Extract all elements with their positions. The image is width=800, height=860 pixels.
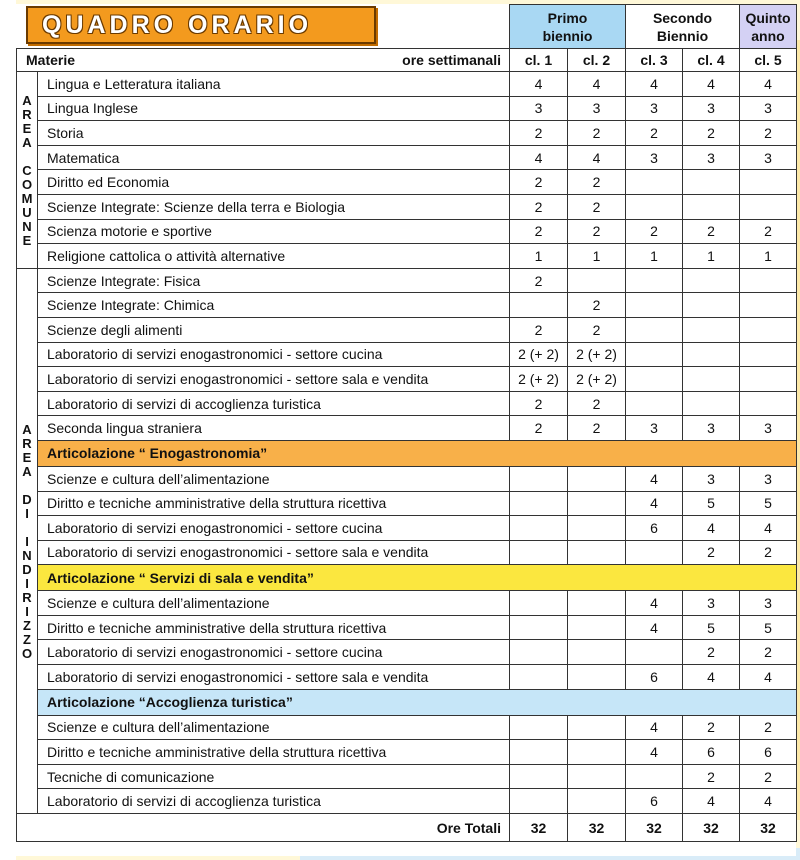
hours-cell-cl3: 6 xyxy=(626,516,683,541)
schedule-sheet xyxy=(16,4,796,856)
subject-row xyxy=(17,715,797,740)
hours-cell-cl3 xyxy=(626,317,683,342)
area-comune-label-text: AREA COMUNE xyxy=(19,92,35,247)
subject-row xyxy=(17,615,797,640)
class-header-2: cl. 2 xyxy=(568,49,626,72)
hours-cell-cl4: 2 xyxy=(683,715,740,740)
subject-row xyxy=(17,764,797,789)
hours-cell-cl3 xyxy=(626,342,683,367)
hours-cell-cl2 xyxy=(568,466,626,491)
area-indirizzo-label xyxy=(17,268,38,813)
total-cell-cl2: 32 xyxy=(568,814,626,842)
area-comune-label xyxy=(17,72,38,269)
hours-cell-cl5: 1 xyxy=(740,244,797,269)
hours-cell-cl4: 2 xyxy=(683,121,740,146)
hours-cell-cl2: 2 xyxy=(568,391,626,416)
hours-cell-cl3: 4 xyxy=(626,466,683,491)
hours-cell-cl4: 2 xyxy=(683,540,740,565)
hours-cell-cl5: 2 xyxy=(740,640,797,665)
hours-cell-cl1: 2 xyxy=(510,391,568,416)
hours-cell-cl3 xyxy=(626,540,683,565)
articolazione-header-row xyxy=(17,440,797,466)
hours-cell-cl3: 3 xyxy=(626,145,683,170)
subject-name: Religione cattolica o attività alternative xyxy=(38,244,510,269)
area-indirizzo-label-text: AREA DI INDIRIZZO xyxy=(19,421,35,660)
hours-cell-cl5: 2 xyxy=(740,121,797,146)
hours-cell-cl1: 2 xyxy=(510,219,568,244)
hours-cell-cl1 xyxy=(510,640,568,665)
hours-cell-cl3: 4 xyxy=(626,591,683,616)
hours-cell-cl5: 2 xyxy=(740,764,797,789)
hours-cell-cl5: 3 xyxy=(740,145,797,170)
hours-cell-cl2 xyxy=(568,516,626,541)
hours-cell-cl2 xyxy=(568,665,626,690)
class-header-4: cl. 4 xyxy=(683,49,740,72)
subject-name: Diritto e tecniche amministrative della struttura ricettiva xyxy=(38,615,510,640)
hours-cell-cl5: 3 xyxy=(740,96,797,121)
subject-row xyxy=(17,789,797,814)
hours-cell-cl3 xyxy=(626,367,683,392)
hours-cell-cl1 xyxy=(510,764,568,789)
subject-row xyxy=(17,145,797,170)
hours-cell-cl4: 4 xyxy=(683,72,740,97)
subject-row xyxy=(17,665,797,690)
hours-cell-cl2 xyxy=(568,764,626,789)
subject-row xyxy=(17,219,797,244)
subject-row xyxy=(17,72,797,97)
hours-cell-cl4: 3 xyxy=(683,466,740,491)
hours-cell-cl3 xyxy=(626,293,683,318)
hours-cell-cl3: 6 xyxy=(626,665,683,690)
class-header-5: cl. 5 xyxy=(740,49,797,72)
hours-cell-cl3: 2 xyxy=(626,121,683,146)
total-cell-cl5: 32 xyxy=(740,814,797,842)
subject-name: Laboratorio di servizi enogastronomici - settore sala e vendita xyxy=(38,367,510,392)
header-row-columns xyxy=(17,49,797,72)
hours-cell-cl2: 2 xyxy=(568,194,626,219)
subject-row xyxy=(17,516,797,541)
hours-cell-cl4: 3 xyxy=(683,416,740,441)
subject-row xyxy=(17,244,797,269)
hours-cell-cl5 xyxy=(740,268,797,293)
hours-cell-cl1 xyxy=(510,491,568,516)
hours-cell-cl4: 4 xyxy=(683,789,740,814)
hours-cell-cl3: 4 xyxy=(626,491,683,516)
subject-name: Scienze e cultura dell’alimentazione xyxy=(38,591,510,616)
hours-cell-cl3 xyxy=(626,640,683,665)
subject-name: Scienze Integrate: Scienze della terra e Biologia xyxy=(38,194,510,219)
articolazione-title: Articolazione “Accoglienza turistica” xyxy=(38,689,797,715)
hours-cell-cl2 xyxy=(568,591,626,616)
hours-cell-cl2: 4 xyxy=(568,72,626,97)
subject-row xyxy=(17,416,797,441)
hours-cell-cl5: 4 xyxy=(740,789,797,814)
subject-name: Storia xyxy=(38,121,510,146)
hours-cell-cl3 xyxy=(626,764,683,789)
hours-cell-cl4: 4 xyxy=(683,665,740,690)
subject-name: Scienze degli alimenti xyxy=(38,317,510,342)
hours-cell-cl1 xyxy=(510,615,568,640)
subject-name: Laboratorio di servizi di accoglienza turistica xyxy=(38,789,510,814)
hours-cell-cl5: 2 xyxy=(740,540,797,565)
subject-name: Lingua Inglese xyxy=(38,96,510,121)
column-header-materie: Materie xyxy=(26,52,76,68)
hours-cell-cl1: 1 xyxy=(510,244,568,269)
hours-cell-cl4: 2 xyxy=(683,640,740,665)
hours-cell-cl3: 4 xyxy=(626,72,683,97)
hours-cell-cl2 xyxy=(568,491,626,516)
subject-row xyxy=(17,170,797,195)
hours-cell-cl5: 4 xyxy=(740,72,797,97)
class-header-1: cl. 1 xyxy=(510,49,568,72)
subject-row xyxy=(17,268,797,293)
subject-name: Laboratorio di servizi enogastronomici - settore cucina xyxy=(38,640,510,665)
hours-cell-cl1: 2 (+ 2) xyxy=(510,342,568,367)
hours-cell-cl3: 4 xyxy=(626,615,683,640)
hours-cell-cl5: 2 xyxy=(740,219,797,244)
hours-cell-cl5: 3 xyxy=(740,466,797,491)
hours-cell-cl5 xyxy=(740,342,797,367)
hours-cell-cl2 xyxy=(568,789,626,814)
hours-cell-cl4: 1 xyxy=(683,244,740,269)
hours-cell-cl2: 2 xyxy=(568,121,626,146)
hours-cell-cl5: 3 xyxy=(740,416,797,441)
column-header-ore: ore settimanali xyxy=(402,52,501,68)
hours-cell-cl2: 2 (+ 2) xyxy=(568,342,626,367)
hours-cell-cl3 xyxy=(626,170,683,195)
hours-cell-cl5: 4 xyxy=(740,516,797,541)
subject-name: Scienze e cultura dell’alimentazione xyxy=(38,715,510,740)
hours-cell-cl3: 4 xyxy=(626,715,683,740)
hours-table xyxy=(16,4,797,842)
subject-name: Tecniche di comunicazione xyxy=(38,764,510,789)
subject-name: Scienze e cultura dell’alimentazione xyxy=(38,466,510,491)
subject-name: Laboratorio di servizi di accoglienza turistica xyxy=(38,391,510,416)
hours-cell-cl2 xyxy=(568,540,626,565)
subject-name: Diritto e tecniche amministrative della struttura ricettiva xyxy=(38,740,510,765)
subject-row xyxy=(17,317,797,342)
hours-cell-cl2 xyxy=(568,268,626,293)
subject-name: Laboratorio di servizi enogastronomici - settore cucina xyxy=(38,516,510,541)
hours-cell-cl1 xyxy=(510,466,568,491)
page-title: QUADRO ORARIO xyxy=(26,6,376,44)
hours-cell-cl5: 5 xyxy=(740,615,797,640)
hours-cell-cl1 xyxy=(510,293,568,318)
subject-name: Diritto ed Economia xyxy=(38,170,510,195)
hours-cell-cl1 xyxy=(510,715,568,740)
subject-row xyxy=(17,293,797,318)
subject-name: Diritto e tecniche amministrative della struttura ricettiva xyxy=(38,491,510,516)
hours-cell-cl4 xyxy=(683,268,740,293)
hours-cell-cl4 xyxy=(683,170,740,195)
subject-row xyxy=(17,194,797,219)
subject-name: Scienze Integrate: Chimica xyxy=(38,293,510,318)
hours-cell-cl4: 4 xyxy=(683,516,740,541)
totals-row xyxy=(17,814,797,842)
hours-cell-cl5 xyxy=(740,194,797,219)
hours-cell-cl5 xyxy=(740,367,797,392)
hours-cell-cl3 xyxy=(626,194,683,219)
hours-cell-cl4: 3 xyxy=(683,96,740,121)
hours-cell-cl1: 2 (+ 2) xyxy=(510,367,568,392)
subject-name: Scienza motorie e sportive xyxy=(38,219,510,244)
articolazione-header-row xyxy=(17,689,797,715)
hours-cell-cl4: 5 xyxy=(683,491,740,516)
hours-cell-cl5: 3 xyxy=(740,591,797,616)
hours-cell-cl3: 1 xyxy=(626,244,683,269)
hours-cell-cl1: 4 xyxy=(510,72,568,97)
hours-cell-cl5 xyxy=(740,293,797,318)
hours-cell-cl1: 3 xyxy=(510,96,568,121)
hours-cell-cl4: 5 xyxy=(683,615,740,640)
hours-cell-cl5: 4 xyxy=(740,665,797,690)
hours-cell-cl1: 4 xyxy=(510,145,568,170)
subject-row xyxy=(17,491,797,516)
hours-cell-cl2: 2 xyxy=(568,317,626,342)
hours-cell-cl1 xyxy=(510,540,568,565)
header-primo-biennio: Primo biennio xyxy=(510,5,626,49)
hours-cell-cl4 xyxy=(683,293,740,318)
articolazione-title: Articolazione “ Enogastronomia” xyxy=(38,440,797,466)
articolazione-title: Articolazione “ Servizi di sala e vendita” xyxy=(38,565,797,591)
header-quinto-anno: Quinto anno xyxy=(740,5,797,49)
hours-cell-cl4 xyxy=(683,391,740,416)
hours-cell-cl1: 2 xyxy=(510,194,568,219)
hours-cell-cl4 xyxy=(683,317,740,342)
hours-cell-cl2 xyxy=(568,740,626,765)
total-cell-cl4: 32 xyxy=(683,814,740,842)
subject-name: Lingua e Letteratura italiana xyxy=(38,72,510,97)
subject-row xyxy=(17,391,797,416)
subject-row xyxy=(17,96,797,121)
hours-cell-cl5 xyxy=(740,391,797,416)
hours-cell-cl2: 2 xyxy=(568,219,626,244)
hours-cell-cl1: 2 xyxy=(510,317,568,342)
subject-row xyxy=(17,540,797,565)
totals-label: Ore Totali xyxy=(17,814,510,842)
hours-cell-cl4: 3 xyxy=(683,145,740,170)
hours-cell-cl1 xyxy=(510,516,568,541)
hours-cell-cl3: 2 xyxy=(626,219,683,244)
hours-cell-cl2: 1 xyxy=(568,244,626,269)
hours-cell-cl2 xyxy=(568,615,626,640)
hours-cell-cl5: 6 xyxy=(740,740,797,765)
hours-cell-cl3 xyxy=(626,268,683,293)
hours-cell-cl3: 6 xyxy=(626,789,683,814)
hours-cell-cl4 xyxy=(683,194,740,219)
articolazione-header-row xyxy=(17,565,797,591)
hours-cell-cl2: 4 xyxy=(568,145,626,170)
hours-cell-cl3: 3 xyxy=(626,416,683,441)
hours-cell-cl1 xyxy=(510,789,568,814)
hours-cell-cl5: 5 xyxy=(740,491,797,516)
hours-cell-cl4 xyxy=(683,342,740,367)
hours-cell-cl3: 3 xyxy=(626,96,683,121)
subject-name: Matematica xyxy=(38,145,510,170)
hours-cell-cl1: 2 xyxy=(510,416,568,441)
class-header-3: cl. 3 xyxy=(626,49,683,72)
subject-name: Scienze Integrate: Fisica xyxy=(38,268,510,293)
hours-cell-cl4: 3 xyxy=(683,591,740,616)
hours-cell-cl1: 2 xyxy=(510,121,568,146)
hours-cell-cl1: 2 xyxy=(510,170,568,195)
subject-row xyxy=(17,640,797,665)
hours-cell-cl2: 2 (+ 2) xyxy=(568,367,626,392)
total-cell-cl1: 32 xyxy=(510,814,568,842)
hours-cell-cl2 xyxy=(568,715,626,740)
hours-cell-cl1: 2 xyxy=(510,268,568,293)
hours-cell-cl5 xyxy=(740,317,797,342)
subject-row xyxy=(17,121,797,146)
hours-cell-cl2: 2 xyxy=(568,416,626,441)
subject-name: Laboratorio di servizi enogastronomici - settore cucina xyxy=(38,342,510,367)
subject-row xyxy=(17,367,797,392)
hours-cell-cl4: 2 xyxy=(683,219,740,244)
subject-row xyxy=(17,466,797,491)
hours-cell-cl4 xyxy=(683,367,740,392)
hours-cell-cl2: 2 xyxy=(568,170,626,195)
hours-cell-cl5 xyxy=(740,170,797,195)
total-cell-cl3: 32 xyxy=(626,814,683,842)
subject-name: Laboratorio di servizi enogastronomici - settore sala e vendita xyxy=(38,665,510,690)
subject-row xyxy=(17,342,797,367)
hours-cell-cl3 xyxy=(626,391,683,416)
hours-cell-cl1 xyxy=(510,591,568,616)
subject-name: Seconda lingua straniera xyxy=(38,416,510,441)
hours-cell-cl4: 6 xyxy=(683,740,740,765)
hours-cell-cl4: 2 xyxy=(683,764,740,789)
hours-cell-cl1 xyxy=(510,740,568,765)
hours-cell-cl2: 3 xyxy=(568,96,626,121)
subject-row xyxy=(17,740,797,765)
hours-cell-cl2 xyxy=(568,640,626,665)
hours-cell-cl3: 4 xyxy=(626,740,683,765)
subject-row xyxy=(17,591,797,616)
header-secondo-biennio: Secondo Biennio xyxy=(626,5,740,49)
subject-name: Laboratorio di servizi enogastronomici - settore sala e vendita xyxy=(38,540,510,565)
hours-cell-cl1 xyxy=(510,665,568,690)
hours-cell-cl2: 2 xyxy=(568,293,626,318)
hours-cell-cl5: 2 xyxy=(740,715,797,740)
